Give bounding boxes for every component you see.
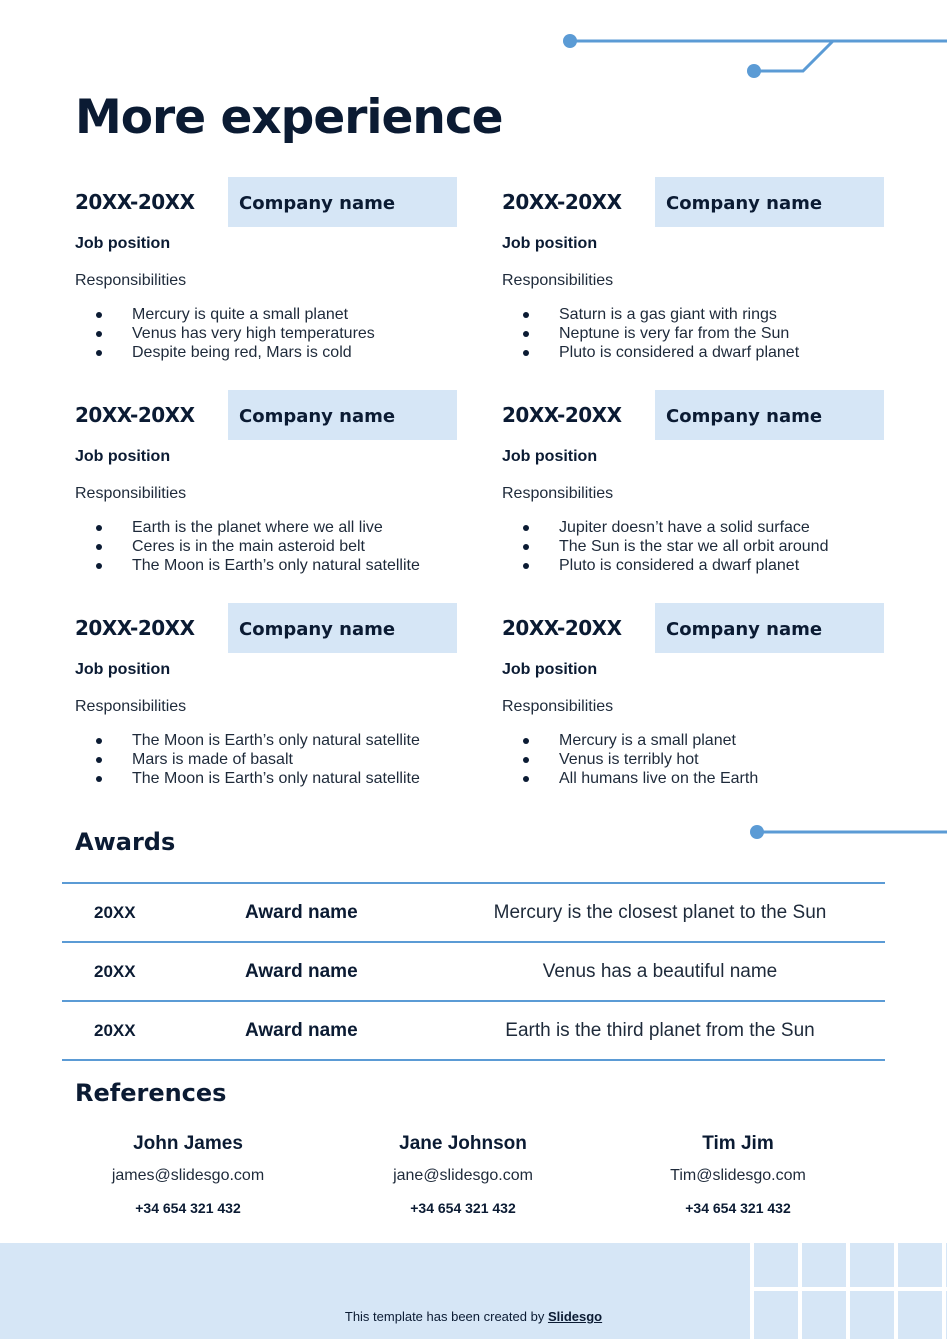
list-item — [75, 305, 375, 324]
award-year: 20XX — [94, 1021, 136, 1040]
reference-email: Tim@slidesgo.com — [670, 1167, 806, 1184]
award-name: Award name — [245, 902, 358, 923]
list-item-text: Jupiter doesn’t have a solid surface — [559, 519, 810, 536]
company-name: Company name — [655, 603, 884, 653]
bullet-icon — [96, 776, 102, 782]
list-item — [502, 731, 758, 750]
responsibilities-list — [502, 518, 828, 575]
list-item — [502, 324, 799, 343]
table-row — [62, 882, 885, 941]
list-item — [502, 305, 799, 324]
list-item — [75, 537, 420, 556]
experience-years: 20XX-20XX — [502, 616, 622, 640]
responsibilities-label: Responsibilities — [75, 272, 187, 289]
list-item — [75, 324, 375, 343]
company-name: Company name — [655, 390, 884, 440]
company-name: Company name — [655, 177, 884, 227]
job-position: Job position — [75, 448, 171, 465]
list-item-text: Pluto is considered a dwarf planet — [559, 557, 800, 574]
bullet-icon — [523, 525, 529, 531]
list-item-text: Despite being red, Mars is cold — [132, 344, 352, 361]
list-item — [75, 731, 420, 750]
list-item-text: The Sun is the star we all orbit around — [559, 538, 829, 555]
responsibilities-label: Responsibilities — [75, 698, 187, 715]
bullet-icon — [96, 331, 102, 337]
list-item — [502, 343, 799, 362]
table-row — [62, 941, 885, 1000]
job-position: Job position — [502, 448, 598, 465]
list-item-text: Saturn is a gas giant with rings — [559, 306, 777, 323]
awards-heading: Awards — [75, 828, 176, 856]
reference-name: Tim Jim — [702, 1133, 774, 1154]
responsibilities-label: Responsibilities — [75, 485, 187, 502]
bullet-icon — [523, 563, 529, 569]
footer-band — [0, 1243, 947, 1339]
reference-phone: +34 654 321 432 — [135, 1200, 241, 1216]
bullet-icon — [523, 776, 529, 782]
award-name: Award name — [245, 961, 358, 982]
responsibilities-label: Responsibilities — [502, 272, 614, 289]
experience-years: 20XX-20XX — [75, 616, 195, 640]
list-item-text: Ceres is in the main asteroid belt — [132, 538, 365, 555]
list-item — [502, 537, 828, 556]
reference-card — [323, 1133, 603, 1216]
reference-name: Jane Johnson — [399, 1133, 527, 1154]
job-position: Job position — [75, 661, 171, 678]
list-item — [75, 518, 420, 537]
list-item — [502, 769, 758, 788]
reference-email: jane@slidesgo.com — [393, 1167, 533, 1184]
bullet-icon — [523, 350, 529, 356]
award-year: 20XX — [94, 903, 136, 922]
bullet-icon — [96, 350, 102, 356]
responsibilities-list — [502, 731, 758, 788]
list-item-text: Earth is the planet where we all live — [132, 519, 383, 536]
reference-email: james@slidesgo.com — [111, 1167, 265, 1184]
responsibilities-label: Responsibilities — [502, 485, 614, 502]
job-position: Job position — [502, 661, 598, 678]
list-item — [502, 518, 828, 537]
awards-table — [62, 882, 885, 1061]
list-item-text: Mercury is a small planet — [559, 732, 736, 749]
footer-credit — [0, 1309, 947, 1324]
responsibilities-list — [75, 305, 375, 362]
bullet-icon — [96, 563, 102, 569]
list-item-text: Venus has very high temperatures — [132, 325, 375, 342]
list-item — [75, 343, 375, 362]
list-item — [75, 556, 420, 575]
bullet-icon — [96, 738, 102, 744]
credit-prefix: This template has been created by — [344, 1309, 548, 1324]
experience-years: 20XX-20XX — [75, 403, 195, 427]
bullet-icon — [523, 544, 529, 550]
experience-years: 20XX-20XX — [75, 190, 195, 214]
responsibilities-label: Responsibilities — [502, 698, 614, 715]
list-item-text: The Moon is Earth’s only natural satellite — [132, 557, 420, 574]
reference-card — [48, 1133, 328, 1216]
company-name: Company name — [228, 177, 457, 227]
job-position: Job position — [502, 235, 598, 252]
experience-years: 20XX-20XX — [502, 190, 622, 214]
list-item — [502, 750, 758, 769]
slidesgo-link[interactable]: Slidesgo — [547, 1309, 603, 1324]
bullet-icon — [523, 757, 529, 763]
award-description: Venus has a beautiful name — [542, 961, 778, 982]
list-item-text: Mercury is quite a small planet — [132, 306, 349, 323]
list-item-text: The Moon is Earth’s only natural satellite — [132, 770, 420, 787]
list-item — [75, 769, 420, 788]
reference-phone: +34 654 321 432 — [410, 1200, 516, 1216]
responsibilities-list — [75, 518, 420, 575]
responsibilities-list — [75, 731, 420, 788]
reference-card — [598, 1133, 878, 1216]
bullet-icon — [523, 312, 529, 318]
list-item-text: All humans live on the Earth — [559, 770, 759, 787]
page-title: More experience — [75, 90, 503, 145]
award-description: Earth is the third planet from the Sun — [505, 1020, 815, 1041]
list-item-text: Pluto is considered a dwarf planet — [559, 344, 800, 361]
responsibilities-list — [502, 305, 799, 362]
experience-years: 20XX-20XX — [502, 403, 622, 427]
grid-decoration — [750, 1243, 947, 1339]
company-name: Company name — [228, 603, 457, 653]
bullet-icon — [96, 312, 102, 318]
company-name: Company name — [228, 390, 457, 440]
list-item — [75, 750, 420, 769]
reference-name: John James — [133, 1133, 243, 1154]
list-item — [502, 556, 828, 575]
list-item-text: Neptune is very far from the Sun — [559, 325, 790, 342]
award-name: Award name — [245, 1020, 358, 1041]
list-item-text: Venus is terribly hot — [559, 751, 699, 768]
bullet-icon — [523, 738, 529, 744]
award-description: Mercury is the closest planet to the Sun — [493, 902, 827, 923]
references-heading: References — [75, 1079, 227, 1107]
award-year: 20XX — [94, 962, 136, 981]
bullet-icon — [523, 331, 529, 337]
list-item-text: Mars is made of basalt — [132, 751, 293, 768]
bullet-icon — [96, 544, 102, 550]
job-position: Job position — [75, 235, 171, 252]
bullet-icon — [96, 525, 102, 531]
bullet-icon — [96, 757, 102, 763]
table-row — [62, 1000, 885, 1061]
reference-phone: +34 654 321 432 — [685, 1200, 791, 1216]
list-item-text: The Moon is Earth’s only natural satellite — [132, 732, 420, 749]
